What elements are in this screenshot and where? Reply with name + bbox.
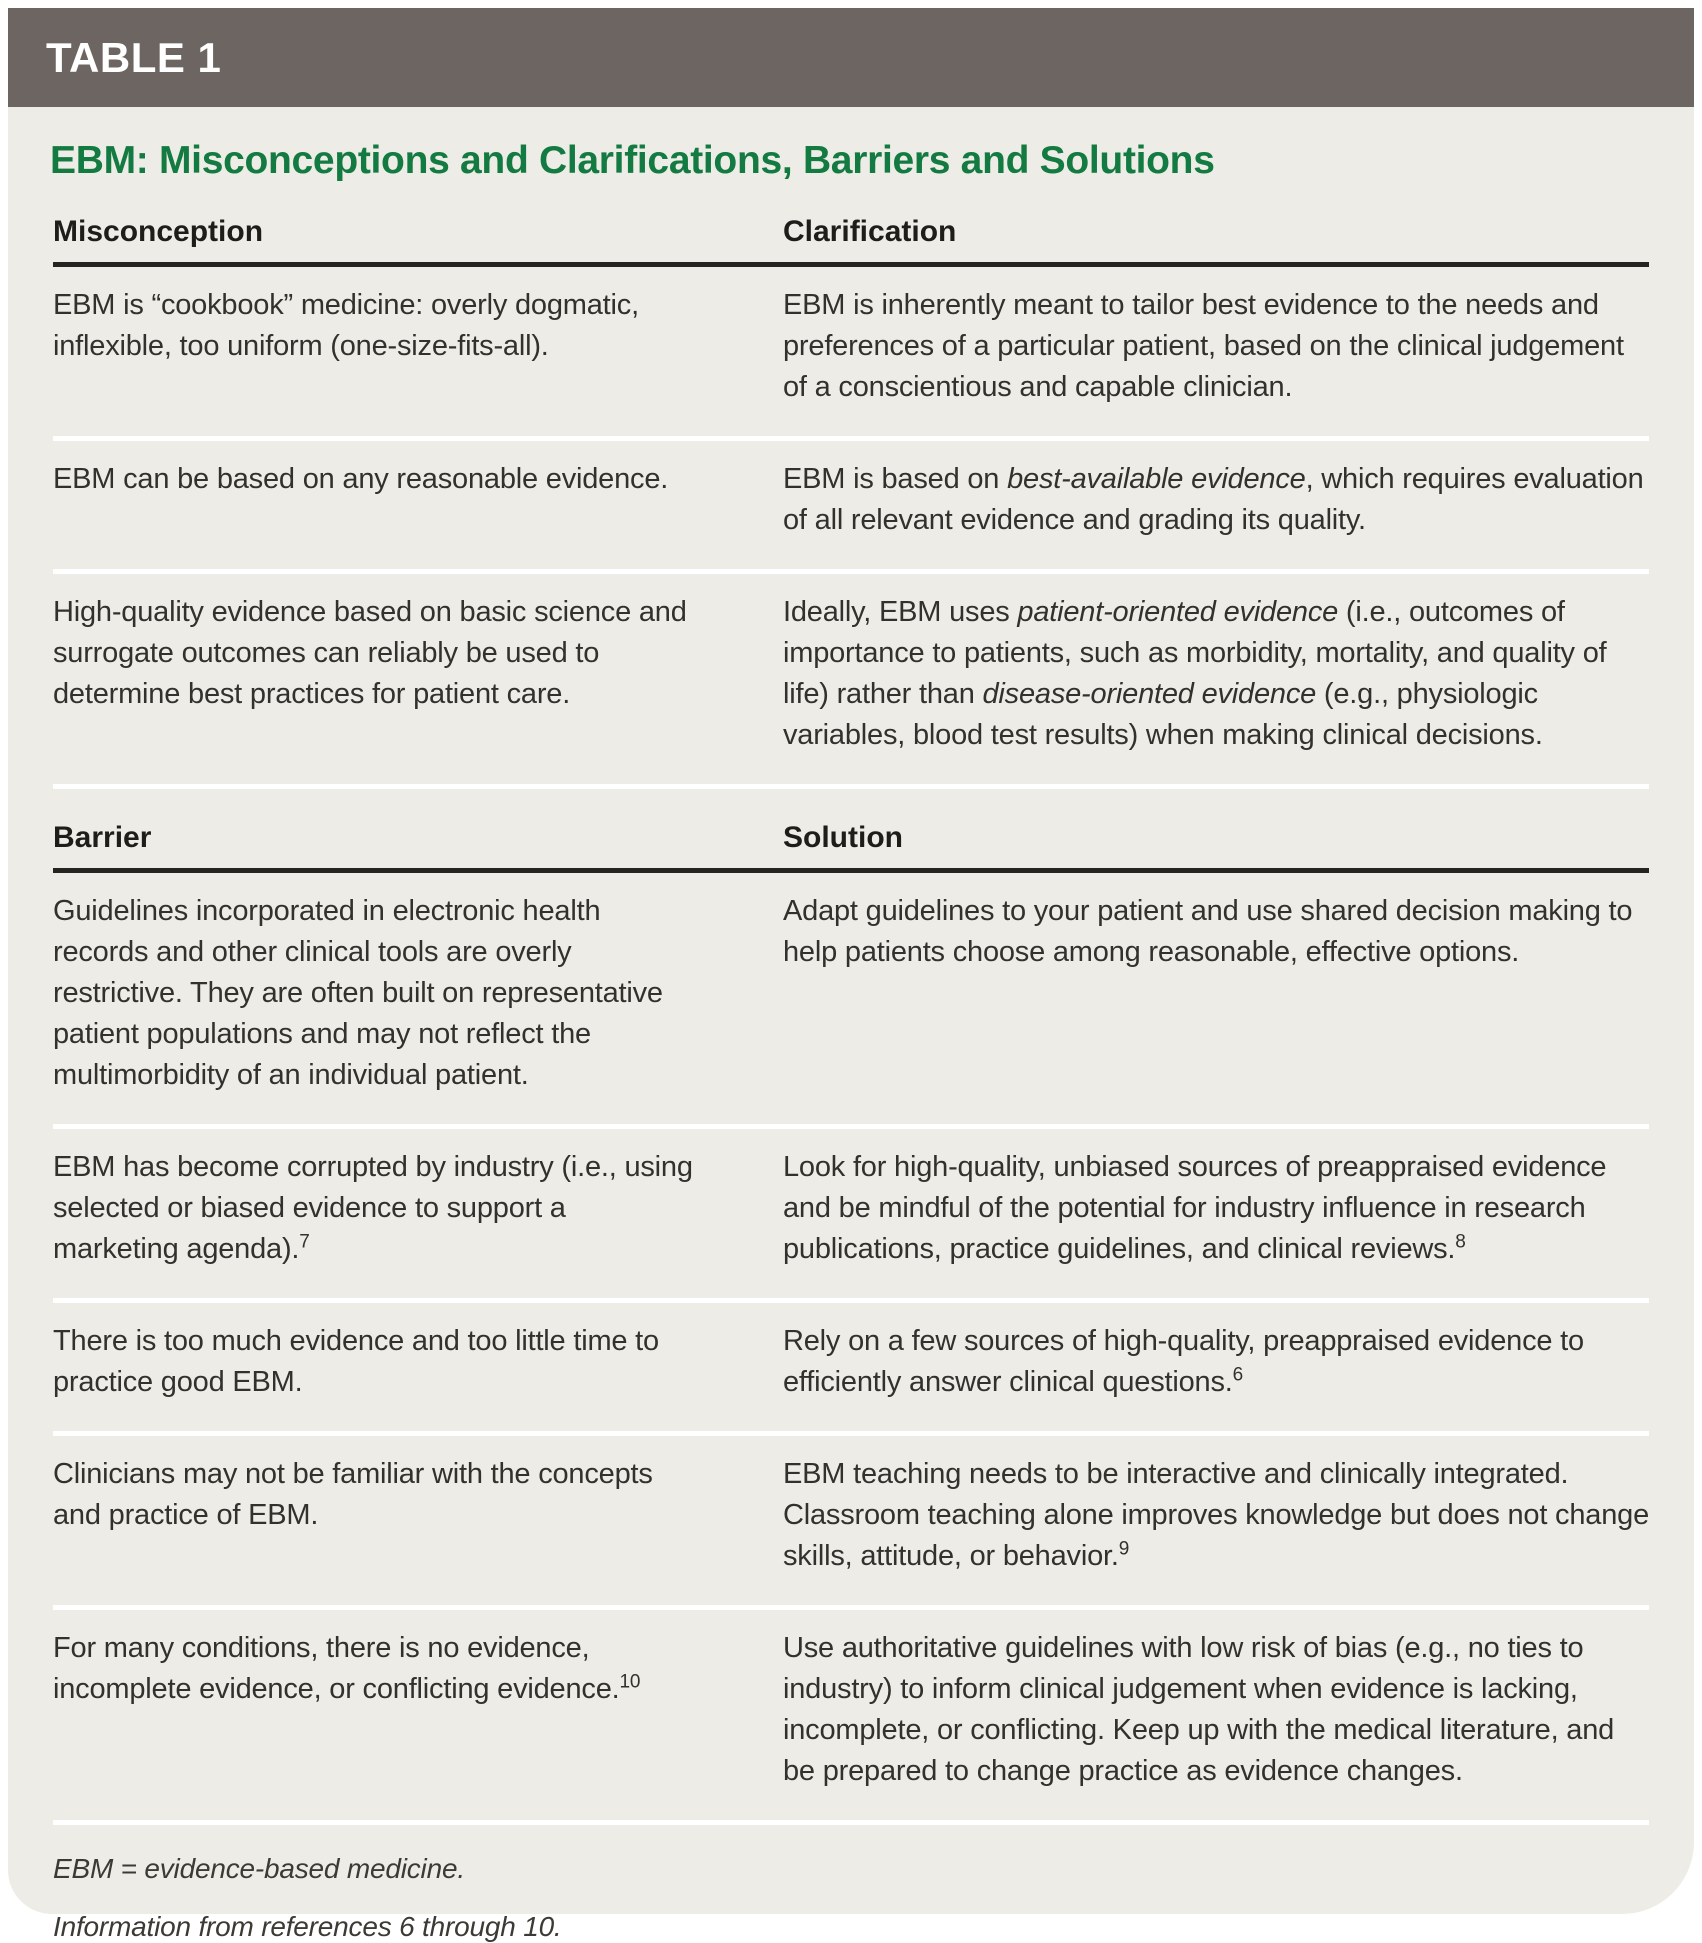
- table-cell-left: For many conditions, there is no evidence, incomplete evidence, or conflicting evidence.$^{10}$: [53, 1632, 641, 1705]
- table-cell-right: Rely on a few sources of high-quality, preappraised evidence to efficiently answer clinical questions.$^6$: [783, 1325, 1584, 1398]
- section-barriers: [8, 821, 1694, 1820]
- barrier-rows: [53, 873, 1649, 1820]
- table-row: [53, 1298, 1649, 1431]
- footnote-references: Information from references 6 through 10.: [53, 1911, 562, 1942]
- footnotes: [53, 1820, 1649, 1943]
- table-row: [53, 1605, 1649, 1820]
- table-cell-right: EBM teaching needs to be interactive and clinically integrated. Classroom teaching alone improves knowledge but does not change skills, attitude, or behavior.$^9$: [783, 1458, 1649, 1572]
- table-cell-left: EBM can be based on any reasonable evidence.: [53, 463, 669, 495]
- table-header-bar: [8, 8, 1694, 107]
- table-cell-right: Ideally, EBM uses patient-oriented evidence (i.e., outcomes of importance to patients, such as morbidity, mortality, and quality of life) rather than disease-oriented evidence (e.g., physiologic variables, blood test results) when making clinical decisions.: [783, 596, 1607, 751]
- table-row: [53, 569, 1649, 784]
- table-cell-left: High-quality evidence based on basic science and surrogate outcomes can reliably be used to determine best practices for patient care.: [53, 596, 687, 710]
- table-cell-left: EBM is “cookbook” medicine: overly dogmatic, inflexible, too uniform (one-size-fits-all).: [53, 289, 639, 362]
- table-row: [53, 1124, 1649, 1298]
- table-cell-right: EBM is inherently meant to tailor best evidence to the needs and preferences of a particular patient, based on the clinical judgement of a conscientious and capable clinician.: [783, 289, 1624, 403]
- column-header-clarification: Clarification: [783, 215, 957, 248]
- section-misconceptions: [8, 215, 1694, 789]
- table-cell-left: EBM has become corrupted by industry (i.e., using selected or biased evidence to support a marketing agenda).$^7$: [53, 1151, 693, 1265]
- misconception-rows: [53, 267, 1649, 789]
- table-cell-left: Guidelines incorporated in electronic health records and other clinical tools are overly restrictive. They are often built on representative patient populations and may not reflect the multimorbidity of an individual patient.: [53, 895, 663, 1091]
- footnote-abbreviation: EBM = evidence-based medicine.: [53, 1853, 465, 1884]
- table-tag: TABLE 1: [46, 33, 222, 81]
- column-header-misconception: Misconception: [53, 215, 264, 248]
- table-row: [53, 267, 1649, 436]
- table-cell-left: There is too much evidence and too little time to practice good EBM.: [53, 1325, 659, 1398]
- table-row: [53, 873, 1649, 1124]
- table-body: [8, 139, 1694, 1943]
- section-header-row: [53, 821, 1649, 873]
- table-cell-left: Clinicians may not be familiar with the concepts and practice of EBM.: [53, 1458, 653, 1531]
- table-cell-right: EBM is based on best-available evidence, which requires evaluation of all relevant evidence and grading its quality.: [783, 463, 1644, 536]
- section-header-row: [53, 215, 1649, 267]
- table-card: [8, 8, 1694, 1942]
- table-row: [53, 436, 1649, 569]
- column-header-solution: Solution: [783, 821, 903, 854]
- table-cell-right: Adapt guidelines to your patient and use shared decision making to help patients choose among reasonable, effective options.: [783, 895, 1633, 968]
- table-cell-right: Look for high-quality, unbiased sources of preappraised evidence and be mindful of the potential for industry influence in research publications, practice guidelines, and clinical reviews.$^8$: [783, 1151, 1607, 1265]
- table-row: [53, 1431, 1649, 1605]
- table-title: EBM: Misconceptions and Clarifications, Barriers and Solutions: [50, 139, 1215, 182]
- table-cell-right: Use authoritative guidelines with low risk of bias (e.g., no ties to industry) to inform clinical judgement when evidence is lacking, incomplete, or conflicting. Keep up with the medical literature, and be prepared to change practice as evidence changes.: [783, 1632, 1615, 1787]
- column-header-barrier: Barrier: [53, 821, 152, 854]
